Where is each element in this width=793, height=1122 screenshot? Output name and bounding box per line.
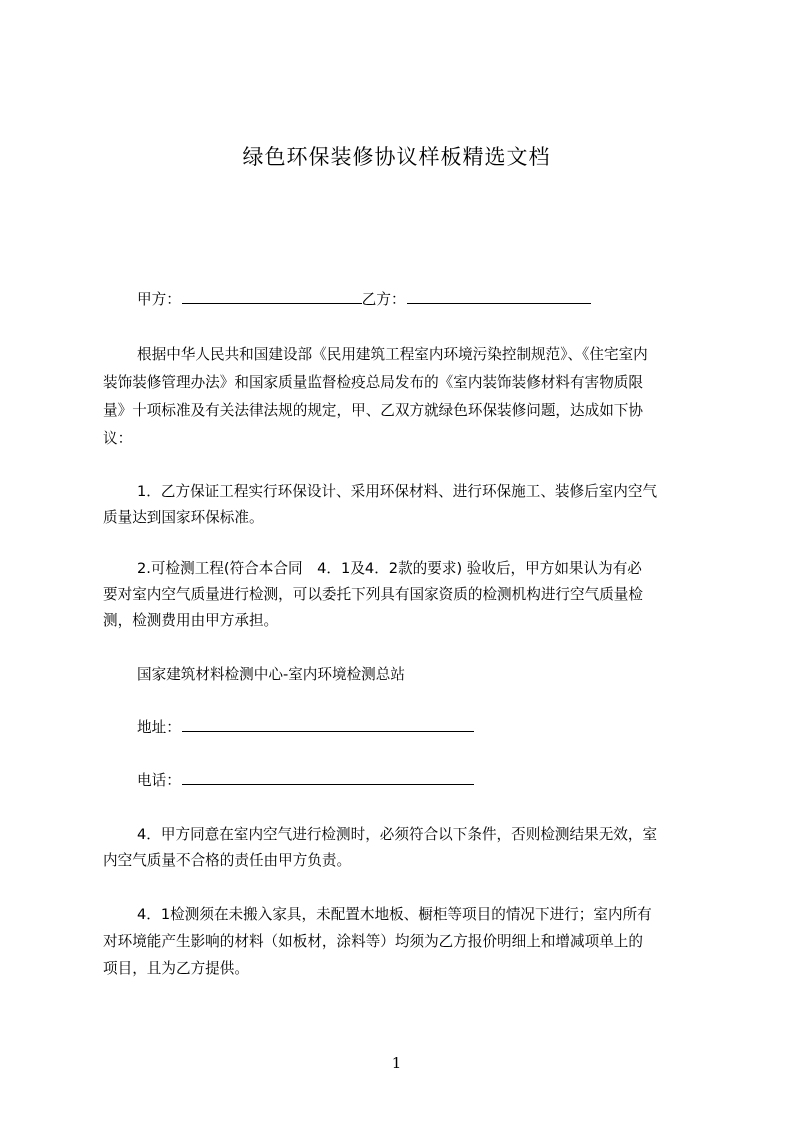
text-line: 装饰装修管理办法》和国家质量监督检疫总局发布的《室内装饰装修材料有害物质限 — [103, 374, 643, 391]
address-line — [137, 714, 747, 742]
party-a-label: 甲方： — [137, 291, 181, 308]
document-title: 绿色环保装修协议样板精选文档 — [242, 145, 551, 169]
text-line: 2.可检测工程(符合本合同 4．1及4．2款的要求) 验收后，甲方如果认为有必 — [137, 560, 642, 577]
text-line: 项目，且为乙方提供。 — [103, 960, 249, 977]
party-a-blank[interactable] — [182, 287, 362, 304]
party-b-label: 乙方： — [361, 291, 406, 308]
phone-label: 电话： — [137, 772, 181, 789]
text-line: 1．乙方保证工程实行环保设计、采用环保材料、进行环保施工、装修后室内空气 — [137, 483, 658, 500]
address-label: 地址： — [137, 719, 181, 736]
text-line: 量》十项标准及有关法律法规的规定，甲、乙双方就绿色环保装修问题，达成如下协 — [103, 402, 643, 419]
address-blank[interactable] — [182, 715, 474, 732]
text-line: 4．1检测须在未搬入家具，未配置木地板、橱柜等项目的情况下进行；室内所有 — [137, 906, 652, 923]
text-line: 议： — [103, 430, 133, 447]
text-line: 内空气质量不合格的责任由甲方负责。 — [103, 852, 352, 869]
text-line: 4．甲方同意在室内空气进行检测时，必须符合以下条件，否则检测结果无效，室 — [137, 826, 658, 843]
phone-line — [137, 767, 747, 795]
text-line: 测，检测费用由甲方承担。 — [103, 612, 279, 629]
text-line: 质量达到国家环保标准。 — [103, 509, 264, 526]
party-b-blank[interactable] — [407, 287, 591, 304]
parties-line — [137, 286, 747, 314]
text-line: 对环境能产生影响的材料（如板材，涂料等）均须为乙方报价明细上和增减项单上的 — [103, 933, 643, 950]
phone-blank[interactable] — [182, 768, 474, 785]
agency-name: 国家建筑材料检测中心-室内环境检测总站 — [137, 666, 405, 683]
text-line: 根据中华人民共和国建设部《民用建筑工程室内环境污染控制规范》、《住宅室内 — [137, 346, 648, 363]
text-line: 要对室内空气质量进行检测，可以委托下列具有国家资质的检测机构进行空气质量检 — [103, 586, 643, 603]
page-number: 1 — [391, 1054, 402, 1072]
